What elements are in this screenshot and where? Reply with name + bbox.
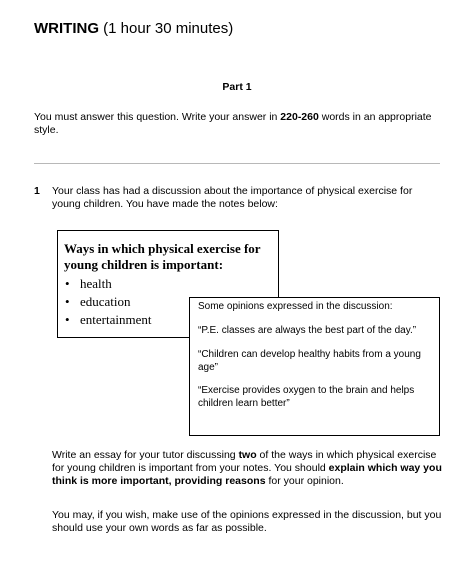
opinions-box	[189, 297, 440, 436]
word-count: 220-260	[280, 111, 319, 123]
task-bold-1: two	[238, 449, 257, 461]
task-bold-2: explain which way you think is more important, providing reasons	[52, 462, 442, 487]
question-text: Your class has had a discussion about the importance of physical exercise for young children. You have made the notes below:	[52, 185, 413, 210]
instructions-post: words in an appropriate style.	[34, 111, 432, 136]
question-number: 1	[34, 185, 40, 197]
opinion-2: “Children can develop healthy habits from a young age”	[198, 349, 421, 373]
list-item	[64, 275, 278, 293]
note-text: You may, if you wish, make use of the opinions expressed in the discussion, but you should use your own words as far as possible.	[52, 509, 442, 534]
bullet-icon: •	[65, 312, 70, 327]
notes-heading: Ways in which physical exercise for young children is important:	[64, 241, 261, 272]
notes-item-education: education	[80, 294, 131, 309]
divider	[34, 163, 440, 164]
instructions-pre: You must answer this question. Write your answer in	[34, 111, 281, 123]
opinion-1: “P.E. classes are always the best part of the day.”	[198, 324, 417, 336]
notes-item-entertainment: entertainment	[80, 312, 152, 327]
instructions	[34, 111, 444, 137]
task-part-1: Write an essay for your tutor discussing	[52, 449, 239, 461]
part-label: Part 1	[222, 81, 252, 93]
page-title	[34, 20, 233, 37]
task-part-3: for your opinion.	[265, 475, 344, 487]
opinion-3: “Exercise provides oxygen to the brain and helps children learn better”	[198, 385, 415, 409]
notes-item-health: health	[80, 276, 112, 291]
bullet-icon: •	[65, 276, 70, 291]
opinions-heading: Some opinions expressed in the discussion:	[198, 301, 393, 312]
task-text	[52, 449, 444, 488]
bullet-icon: •	[65, 294, 70, 309]
task-part-2: of the ways in which physical exercise for young children is important from your notes. You should	[52, 449, 437, 474]
title-bold: WRITING	[34, 20, 99, 37]
title-rest: (1 hour 30 minutes)	[99, 20, 234, 37]
